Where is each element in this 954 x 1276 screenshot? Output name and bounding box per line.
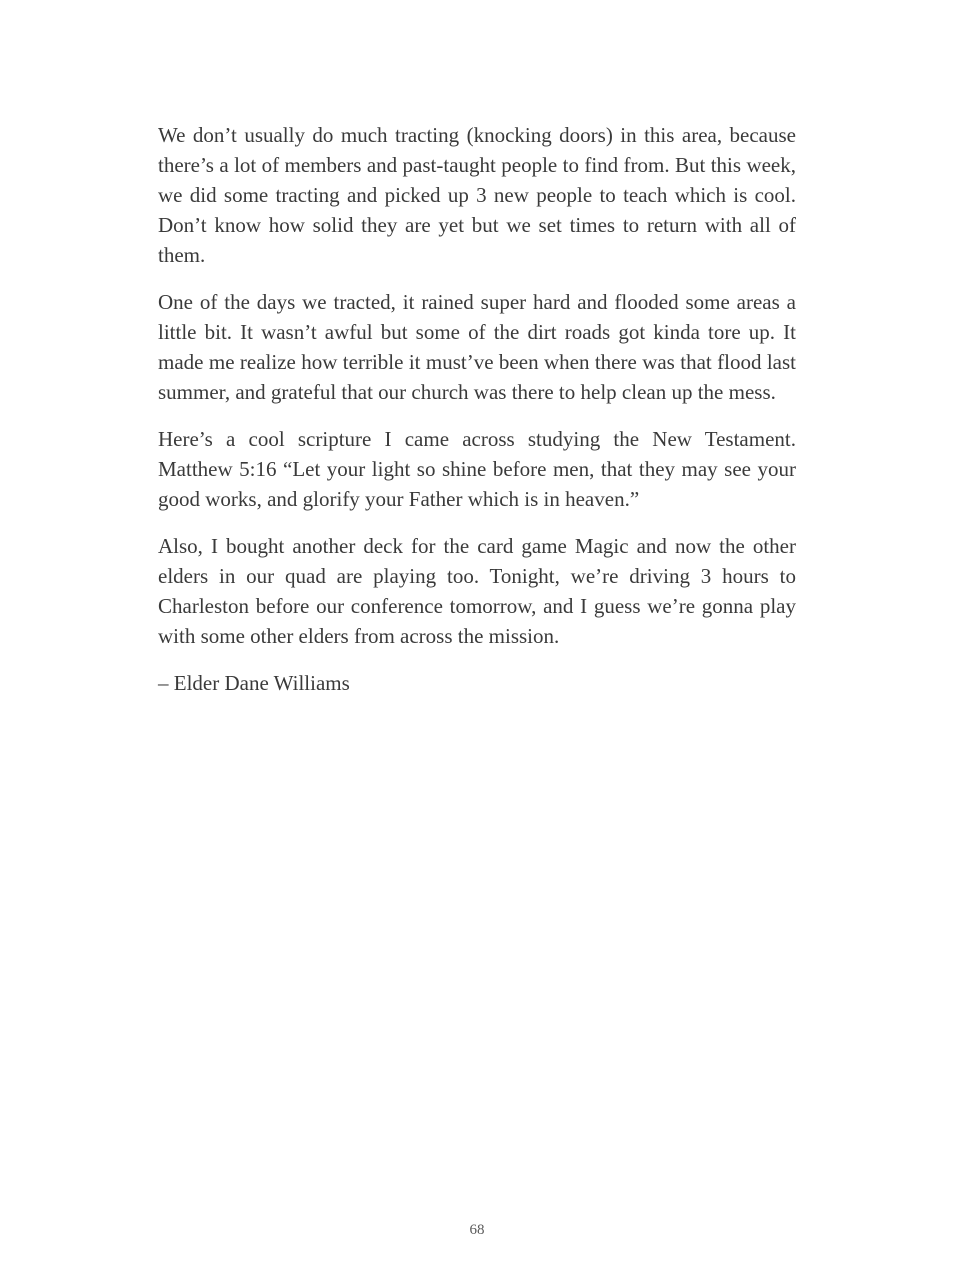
signature: – Elder Dane Williams <box>158 671 350 695</box>
paragraph-tracting: We don’t usually do much tracting (knocking doors) in this area, because there’s a lot of members and past-taught people to find from. But this week, we did some tracting and picked up 3 new people to teach which is cool. Don’t know how solid they are yet but we set times to return with all of them. <box>158 123 796 267</box>
page-number: 68 <box>469 1222 485 1238</box>
body-text <box>158 120 796 715</box>
paragraph-flood: One of the days we tracted, it rained super hard and flooded some areas a little bit. It wasn’t awful but some of the dirt roads got kinda tore up. It made me realize how terrible it must’ve been when there was that flood last summer, and grateful that our church was there to help clean up the mess. <box>158 290 796 404</box>
paragraph-magic: Also, I bought another deck for the card game Magic and now the other elders in our quad are playing too. Tonight, we’re driving 3 hours to Charleston before our conference tomorrow, and I guess we’re gonna play with some other elders from across the mission. <box>158 534 796 648</box>
paragraph-scripture: Here’s a cool scripture I came across studying the New Testament. Matthew 5:16 “Let your light so shine before men, that they may see your good works, and glorify your Father which is in heaven.” <box>158 427 796 511</box>
